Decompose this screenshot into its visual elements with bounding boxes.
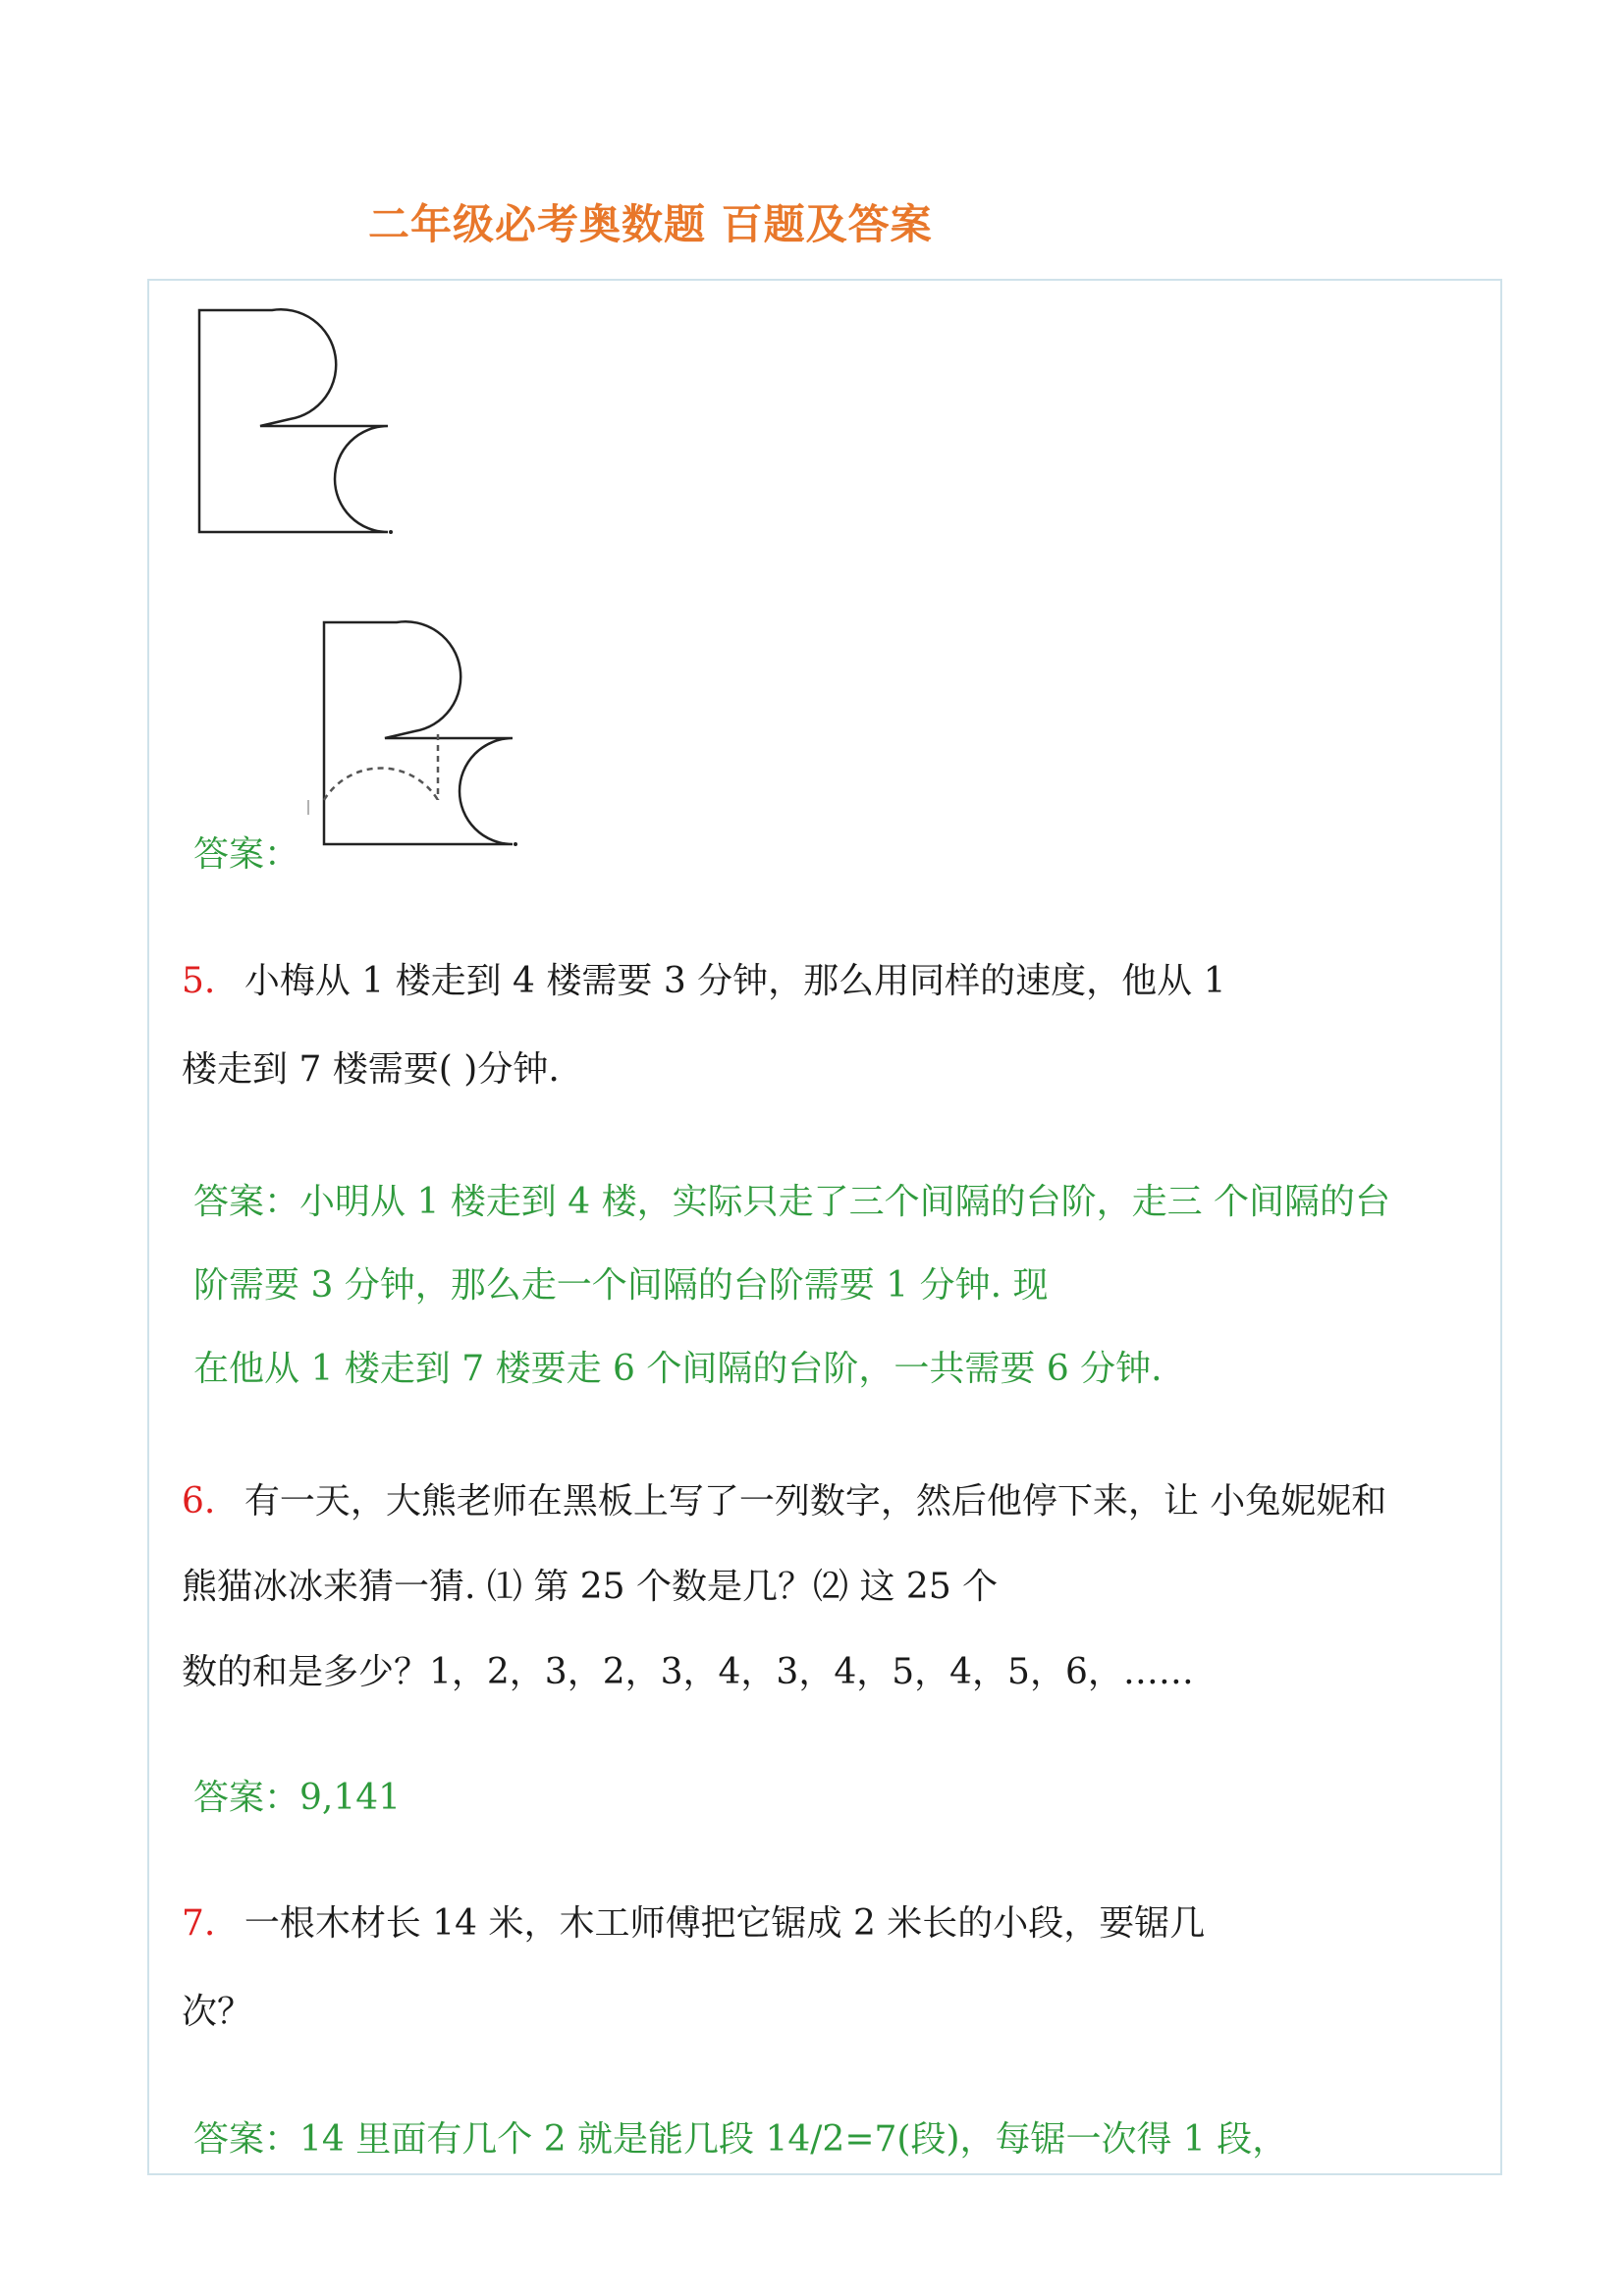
figure-answer-label: 答案： [193, 834, 300, 875]
q5-answer-3: 在他从 1 楼走到 7 楼要走 6 个间隔的台阶，一共需要 6 分钟. [193, 1349, 1163, 1389]
q6-line-2: 熊猫冰冰来猜一猜. ⑴ 第 25 个数是几？⑵ 这 25 个 [182, 1567, 999, 1607]
q7-line-1 [182, 1904, 1205, 1944]
q7-line-2: 次？ [182, 1992, 253, 2032]
problem-figure [191, 306, 407, 547]
q7-text-1: 一根木材长 14 米，木工师傅把它锯成 2 米长的小段，要锯几 [244, 1903, 1206, 1944]
q7-number: 7. [182, 1903, 216, 1944]
q5-number: 5. [182, 961, 216, 1001]
q5-text-1: 小梅从 1 楼走到 4 楼需要 3 分钟，那么用同样的速度，他从 1 [244, 961, 1226, 1001]
q6-answer: 答案：9,141 [193, 1778, 402, 1818]
q7-answer: 答案：14 里面有几个 2 就是能几段 14/2=7(段)，每锯一次得 1 段， [193, 2119, 1288, 2160]
q5-answer-2: 阶需要 3 分钟，那么走一个间隔的台阶需要 1 分钟. 现 [193, 1265, 1049, 1306]
answer-figure [304, 618, 540, 864]
q5-line-1 [182, 962, 1226, 1001]
q6-number: 6. [182, 1481, 216, 1522]
q6-line-1 [182, 1482, 1386, 1522]
q5-line-2: 楼走到 7 楼需要( )分钟. [182, 1049, 560, 1090]
page-title: 二年级必考奥数题 百题及答案 [368, 200, 933, 248]
content-frame [147, 279, 1502, 2175]
q6-line-3: 数的和是多少？1，2，3，2，3，4，3，4，5，4，5，6，…… [182, 1652, 1194, 1692]
q6-text-1: 有一天，大熊老师在黑板上写了一列数字，然后他停下来，让 小兔妮妮和 [244, 1481, 1387, 1522]
q5-answer-1: 答案：小明从 1 楼走到 4 楼，实际只走了三个间隔的台阶，走三 个间隔的台 [193, 1182, 1391, 1222]
